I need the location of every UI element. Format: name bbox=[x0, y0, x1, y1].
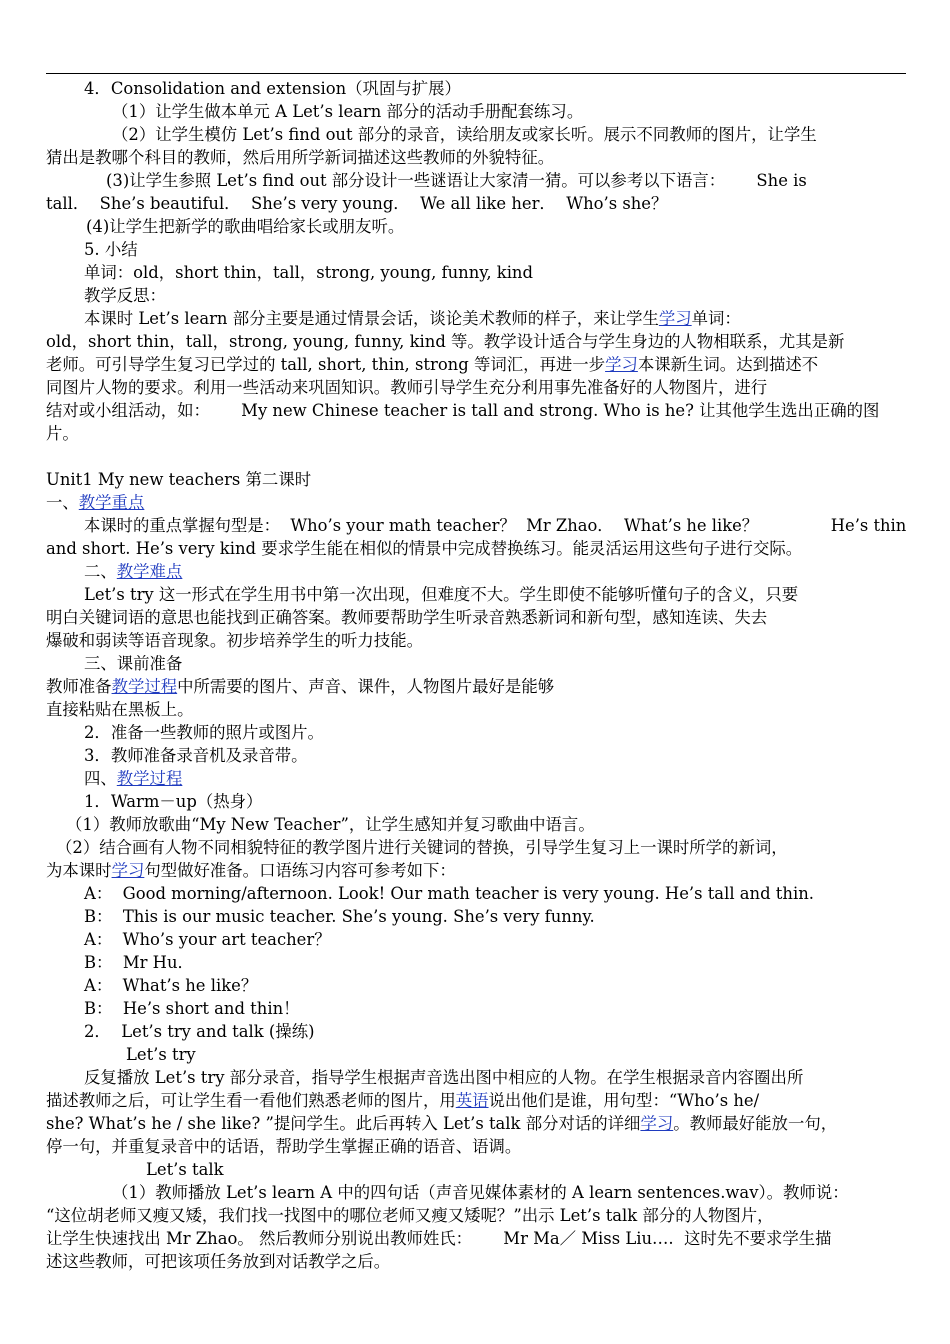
text-segment: B： He’s short and thin！ bbox=[84, 999, 300, 1018]
subheading bbox=[126, 1043, 196, 1066]
text-segment: 1．Warm－up（热身） bbox=[84, 792, 263, 811]
text-segment: 4．Consolidation and extension（巩固与扩展） bbox=[84, 79, 461, 98]
text-segment: B： Mr Hu． bbox=[84, 953, 194, 972]
text-segment: (4)让学生把新学的歌曲唱给家长或朋友听。 bbox=[86, 217, 405, 236]
text-line bbox=[66, 813, 595, 836]
text-segment: 让学生快速找出 Mr Zhao。 然后教师分别说出教师姓氏： Mr Ma／ Miss Liu…. 这时先不要求学生描 bbox=[46, 1229, 832, 1248]
text-line bbox=[46, 399, 879, 422]
text-segment: （1）让学生做本单元 A Let’s learn 部分的活动手册配套练习。 bbox=[112, 102, 584, 121]
text-segment: 单词：old，short thin，tall，strong, young, funny, kind bbox=[84, 263, 533, 282]
text-line bbox=[84, 238, 138, 261]
text-segment: 本课时的重点掌握句型是： Who’s your math teacher？ Mr Zhao． What’s he like？ He’s thin bbox=[84, 516, 907, 535]
subheading bbox=[146, 1158, 224, 1181]
text-line bbox=[46, 1227, 832, 1250]
dialogue-line bbox=[84, 951, 194, 974]
link-xuexi[interactable]: 学习 bbox=[605, 355, 638, 374]
text-segment: 中所需要的图片、声音、课件，人物图片最好是能够 bbox=[177, 677, 555, 696]
text-segment: （2）让学生模仿 Let’s find out 部分的录音，读给朋友或家长听。展示不同教师的图片，让学生 bbox=[112, 125, 817, 144]
text-line bbox=[84, 790, 262, 813]
link-xuexi[interactable]: 学习 bbox=[658, 309, 692, 328]
text-segment: 本课新生词。达到描述不 bbox=[637, 355, 819, 374]
link-xuexi[interactable]: 学习 bbox=[640, 1114, 674, 1133]
text-line bbox=[84, 1066, 803, 1089]
text-line bbox=[46, 1135, 521, 1158]
text-line bbox=[46, 353, 818, 376]
text-segment: A： Good morning/afternoon. Look! Our math teacher is very young. He’s tall and thin. bbox=[84, 884, 814, 903]
text-segment: 爆破和弱读等语音现象。初步培养学生的听力技能。 bbox=[46, 631, 423, 650]
text-segment: 为本课时 bbox=[46, 861, 112, 880]
text-line bbox=[106, 169, 807, 192]
text-segment: “这位胡老师又瘦又矮，我们找一找图中的哪位老师又瘦又矮呢？”出示 Let’s talk 部分的人物图片， bbox=[46, 1206, 774, 1225]
dialogue-line bbox=[84, 905, 595, 928]
text-segment: B： This is our music teacher. She’s young. She’s very funny. bbox=[84, 907, 595, 926]
link-jiaoxue-guocheng[interactable]: 教学过程 bbox=[111, 677, 178, 696]
text-line bbox=[84, 767, 182, 790]
text-segment: 片。 bbox=[46, 424, 79, 443]
section-title bbox=[46, 468, 311, 491]
dialogue-line bbox=[84, 974, 257, 997]
text-segment: Unit1 My new teachers 第二课时 bbox=[46, 470, 312, 489]
link-jiaoxue-zhongdian[interactable]: 教学重点 bbox=[78, 493, 145, 512]
text-line bbox=[46, 537, 802, 560]
text-segment: 老师。可引导学生复习已学过的 tall, short, thin, strong 等词汇，再进一步 bbox=[46, 355, 606, 374]
text-line bbox=[46, 675, 554, 698]
link-yingyu[interactable]: 英语 bbox=[455, 1091, 489, 1110]
text-line bbox=[84, 583, 798, 606]
text-line bbox=[46, 192, 667, 215]
text-line bbox=[112, 1181, 849, 1204]
text-line bbox=[46, 698, 194, 721]
link-jiaoxue-nandian[interactable]: 教学难点 bbox=[116, 562, 183, 581]
text-line bbox=[46, 1204, 774, 1227]
text-line bbox=[56, 836, 788, 859]
text-line bbox=[112, 123, 817, 146]
text-line bbox=[84, 307, 741, 330]
text-segment: Let’s talk bbox=[146, 1160, 224, 1179]
text-segment: 结对或小组活动，如： My new Chinese teacher is tall and strong. Who is he? 让其他学生选出正确的图 bbox=[46, 401, 880, 420]
text-segment: Let’s try 这一形式在学生用书中第一次出现，但难度不大。学生即使不能够听懂句子的含义，只要 bbox=[84, 585, 799, 604]
text-line bbox=[84, 261, 533, 284]
dialogue-line bbox=[84, 928, 331, 951]
text-segment: 单词： bbox=[691, 309, 741, 328]
text-segment: 同图片人物的要求。利用一些活动来巩固知识。教师引导学生充分利用事先准备好的人物图片，进行 bbox=[46, 378, 768, 397]
text-segment: 教学反思： bbox=[84, 286, 166, 305]
text-line bbox=[46, 1250, 390, 1273]
text-line bbox=[84, 1020, 314, 1043]
text-segment: she? What’s he / she like? ”提问学生。此后再转入 Let’s talk 部分对话的详细 bbox=[46, 1114, 641, 1133]
text-segment: （1）教师放歌曲“My New Teacher”，让学生感知并复习歌曲中语言。 bbox=[66, 815, 595, 834]
text-segment: 直接粘贴在黑板上。 bbox=[46, 700, 194, 719]
text-segment: 述这些教师，可把该项任务放到对话教学之后。 bbox=[46, 1252, 391, 1271]
text-segment: A： Who’s your art teacher？ bbox=[84, 930, 331, 949]
text-line bbox=[46, 1089, 759, 1112]
text-segment: 教师准备 bbox=[46, 677, 112, 696]
text-line bbox=[46, 859, 456, 882]
text-segment: 5. 小结 bbox=[84, 240, 138, 259]
header-rule bbox=[46, 73, 906, 74]
text-segment: A： What’s he like？ bbox=[84, 976, 258, 995]
text-line bbox=[46, 146, 554, 169]
text-line bbox=[84, 652, 182, 675]
text-line bbox=[84, 514, 906, 537]
text-line bbox=[46, 422, 79, 445]
text-segment: 。教师最好能放一句， bbox=[673, 1114, 838, 1133]
link-xuexi[interactable]: 学习 bbox=[111, 861, 145, 880]
text-line bbox=[46, 606, 767, 629]
text-line bbox=[46, 491, 144, 514]
text-line bbox=[46, 330, 844, 353]
text-line bbox=[84, 560, 182, 583]
text-segment: 明白关键词语的意思也能找到正确答案。教师要帮助学生听录音熟悉新词和新句型，感知连读、失去 bbox=[46, 608, 768, 627]
text-segment: 二、 bbox=[84, 562, 117, 581]
text-segment: 2．准备一些教师的照片或图片。 bbox=[84, 723, 324, 742]
text-segment: (3)让学生参照 Let’s find out 部分设计一些谜语让大家清一猜。可以参考以下语言： She is bbox=[106, 171, 807, 190]
text-segment: Let’s try bbox=[126, 1045, 196, 1064]
link-jiaoxue-guocheng[interactable]: 教学过程 bbox=[116, 769, 183, 788]
text-segment: and short. He’s very kind 要求学生能在相似的情景中完成替换练习。能灵活运用这些句子进行交际。 bbox=[46, 539, 803, 558]
text-segment: old，short thin，tall，strong, young, funny, kind 等。教学设计适合与学生身边的人物相联系，尤其是新 bbox=[46, 332, 845, 351]
text-line bbox=[84, 284, 166, 307]
text-segment: 猜出是教哪个科目的教师，然后用所学新词描述这些教师的外貌特征。 bbox=[46, 148, 555, 167]
text-segment: tall． She’s beautiful． She’s very young． We all like her． Who’s she？ bbox=[46, 194, 668, 213]
text-line bbox=[84, 721, 324, 744]
text-line bbox=[86, 215, 404, 238]
text-line bbox=[46, 1112, 837, 1135]
text-segment: 句型做好准备。口语练习内容可参考如下： bbox=[144, 861, 456, 880]
text-segment: 本课时 Let’s learn 部分主要是通过情景会话，谈论美术教师的样子，来让学生 bbox=[84, 309, 659, 328]
dialogue-line bbox=[84, 882, 814, 905]
text-segment: 反复播放 Let’s try 部分录音，指导学生根据声音选出图中相应的人物。在学生根据录音内容圈出所 bbox=[84, 1068, 804, 1087]
text-segment: 3．教师准备录音机及录音带。 bbox=[84, 746, 308, 765]
text-segment: 一、 bbox=[46, 493, 79, 512]
text-segment: 描述教师之后，可让学生看一看他们熟悉老师的图片，用 bbox=[46, 1091, 456, 1110]
text-segment: （1）教师播放 Let’s learn A 中的四句话（声音见媒体素材的 A learn sentences.wav）。教师说： bbox=[112, 1183, 849, 1202]
dialogue-line bbox=[84, 997, 300, 1020]
text-segment: （2）结合画有人物不同相貌特征的教学图片进行关键词的替换，引导学生复习上一课时所学的新词， bbox=[56, 838, 788, 857]
text-line bbox=[84, 77, 461, 100]
text-segment: 四、 bbox=[84, 769, 117, 788]
text-segment: 2． Let’s try and talk (操练) bbox=[84, 1022, 315, 1041]
text-line bbox=[84, 744, 308, 767]
text-segment: 停一句，并重复录音中的话语，帮助学生掌握正确的语音、语调。 bbox=[46, 1137, 522, 1156]
text-segment: 说出他们是谁，用句型：“Who’s he/ bbox=[488, 1091, 760, 1110]
text-line bbox=[46, 629, 423, 652]
text-line bbox=[46, 376, 767, 399]
text-line bbox=[112, 100, 583, 123]
text-segment: 三、课前准备 bbox=[84, 654, 183, 673]
